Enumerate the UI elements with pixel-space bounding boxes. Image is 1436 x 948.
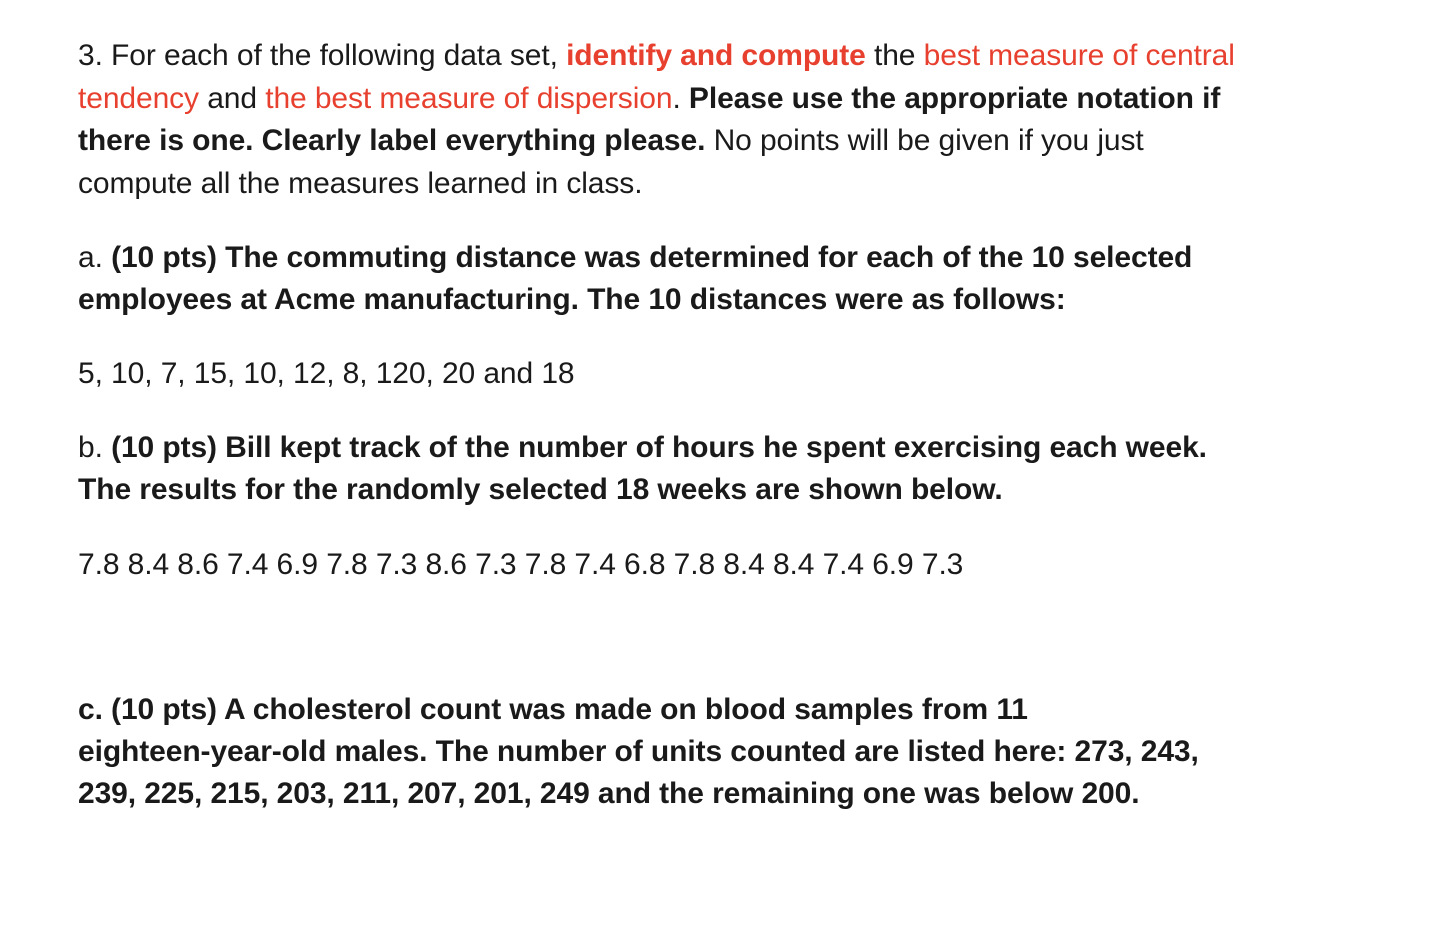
part-b-data: 7.8 8.4 8.6 7.4 6.9 7.8 7.3 8.6 7.3 7.8 7.4 6.8 7.8 8.4 8.4 7.4 6.9 7.3 bbox=[78, 548, 964, 581]
part-c-line-1: c. (10 pts) A cholesterol count was made on blood samples from 11 bbox=[78, 693, 1028, 726]
question-line-1 bbox=[78, 35, 1235, 78]
identify-compute-phrase: identify and compute bbox=[566, 39, 866, 72]
question-prefix: 3. For each of the following data set, bbox=[78, 39, 567, 72]
dispersion-phrase: the best measure of dispersion bbox=[265, 81, 673, 115]
and-word: and bbox=[198, 81, 266, 115]
part-c-line-2: eighteen-year-old males. The number of units counted are listed here: 273, 243, bbox=[78, 735, 1199, 768]
part-b-letter: b. bbox=[78, 431, 112, 464]
cropped-previous-text bbox=[300, 0, 460, 4]
part-b-header-text: (10 pts) Bill kept track of the number of hours he spent exercising each week. bbox=[111, 431, 1207, 464]
the-word: the bbox=[865, 39, 924, 72]
part-c-line-3: 239, 225, 215, 203, 211, 207, 201, 249 and the remaining one was below 200. bbox=[78, 777, 1140, 810]
period: . bbox=[672, 81, 689, 115]
part-b-header-line-1 bbox=[78, 427, 1207, 470]
part-a-letter: a. bbox=[78, 241, 112, 274]
question-line-2 bbox=[78, 78, 1220, 121]
part-a-header-line-1 bbox=[78, 237, 1192, 280]
no-points-warning: No points will be given if you just bbox=[705, 124, 1144, 157]
part-a-header-text: (10 pts) The commuting distance was determined for each of the 10 selected bbox=[111, 241, 1193, 274]
question-line-4: compute all the measures learned in class. bbox=[78, 167, 643, 200]
central-tendency-phrase-start: best measure of central bbox=[923, 39, 1235, 72]
notation-instruction: Please use the appropriate notation if bbox=[688, 81, 1221, 115]
part-a-header-line-2: employees at Acme manufacturing. The 10 distances were as follows: bbox=[78, 283, 1066, 316]
label-instruction: there is one. Clearly label everything please. bbox=[78, 124, 706, 157]
part-b-header-line-2: The results for the randomly selected 18 weeks are shown below. bbox=[78, 473, 1003, 506]
part-a-data: 5, 10, 7, 15, 10, 12, 8, 120, 20 and 18 bbox=[78, 357, 575, 390]
central-tendency-phrase-end: tendency bbox=[78, 81, 199, 115]
question-line-3 bbox=[78, 120, 1144, 163]
